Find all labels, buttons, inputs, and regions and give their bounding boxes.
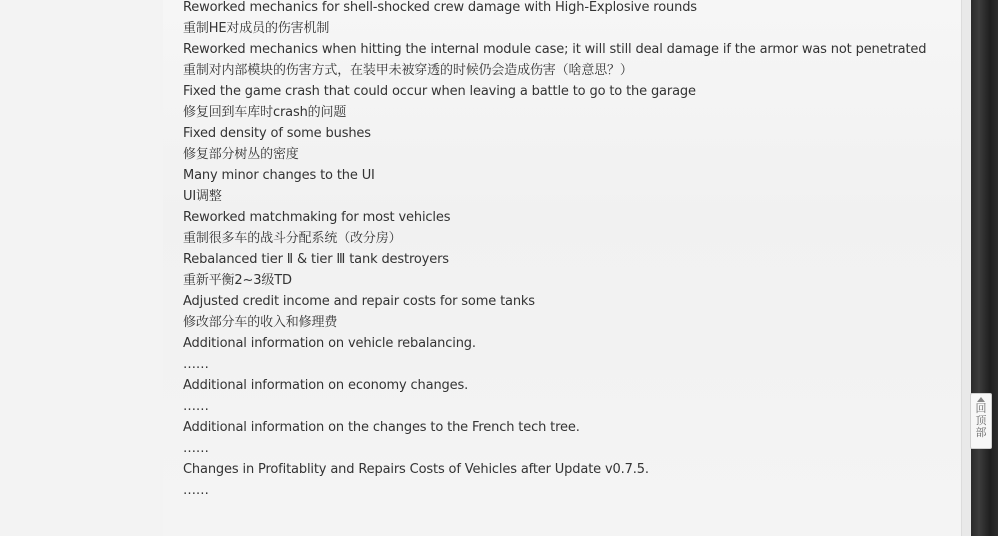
- post-line: 重制很多车的战斗分配系统（改分房）: [183, 231, 402, 246]
- post-line: Fixed the game crash that could occur when leaving a battle to go to the garage: [183, 84, 696, 99]
- post-line: Many minor changes to the UI: [183, 168, 375, 183]
- back-to-top-label: 回顶部: [975, 402, 987, 439]
- back-to-top-button[interactable]: [970, 393, 992, 449]
- background-image: [971, 0, 998, 536]
- post-line: ……: [183, 441, 209, 456]
- post-content: [183, 0, 953, 501]
- post-line: Fixed density of some bushes: [183, 126, 371, 141]
- post-line: 修复回到车库时crash的问题: [183, 105, 347, 120]
- post-line: Adjusted credit income and repair costs for some tanks: [183, 294, 535, 309]
- post-line: Reworked matchmaking for most vehicles: [183, 210, 451, 225]
- post-line: ……: [183, 357, 209, 372]
- author-sidebar: [0, 0, 164, 536]
- post-line: Rebalanced tier Ⅱ & tier Ⅲ tank destroyers: [183, 252, 449, 267]
- post-line: ……: [183, 483, 209, 498]
- post-line: Additional information on economy changes.: [183, 378, 469, 393]
- post-line: Changes in Profitablity and Repairs Costs of Vehicles after Update v0.7.5.: [183, 462, 649, 477]
- post-line: Additional information on the changes to the French tech tree.: [183, 420, 580, 435]
- post-line: Additional information on vehicle rebalancing.: [183, 336, 476, 351]
- post-line: 重新平衡2~3级TD: [183, 273, 292, 288]
- post-line: 重制对内部模块的伤害方式，在装甲未被穿透的时候仍会造成伤害（啥意思？）: [183, 63, 633, 78]
- post-line: 修复部分树丛的密度: [183, 147, 299, 162]
- post-line: 重制HE对成员的伤害机制: [183, 21, 330, 36]
- post-line: Reworked mechanics when hitting the internal module case; it will still deal damage if the armor was not penetrated: [183, 42, 927, 57]
- post-line: 修改部分车的收入和修理费: [183, 315, 338, 330]
- page-gutter: [962, 0, 971, 536]
- post-line: ……: [183, 399, 209, 414]
- post-line: Reworked mechanics for shell-shocked crew damage with High-Explosive rounds: [183, 0, 697, 15]
- post-line: UI调整: [183, 189, 222, 204]
